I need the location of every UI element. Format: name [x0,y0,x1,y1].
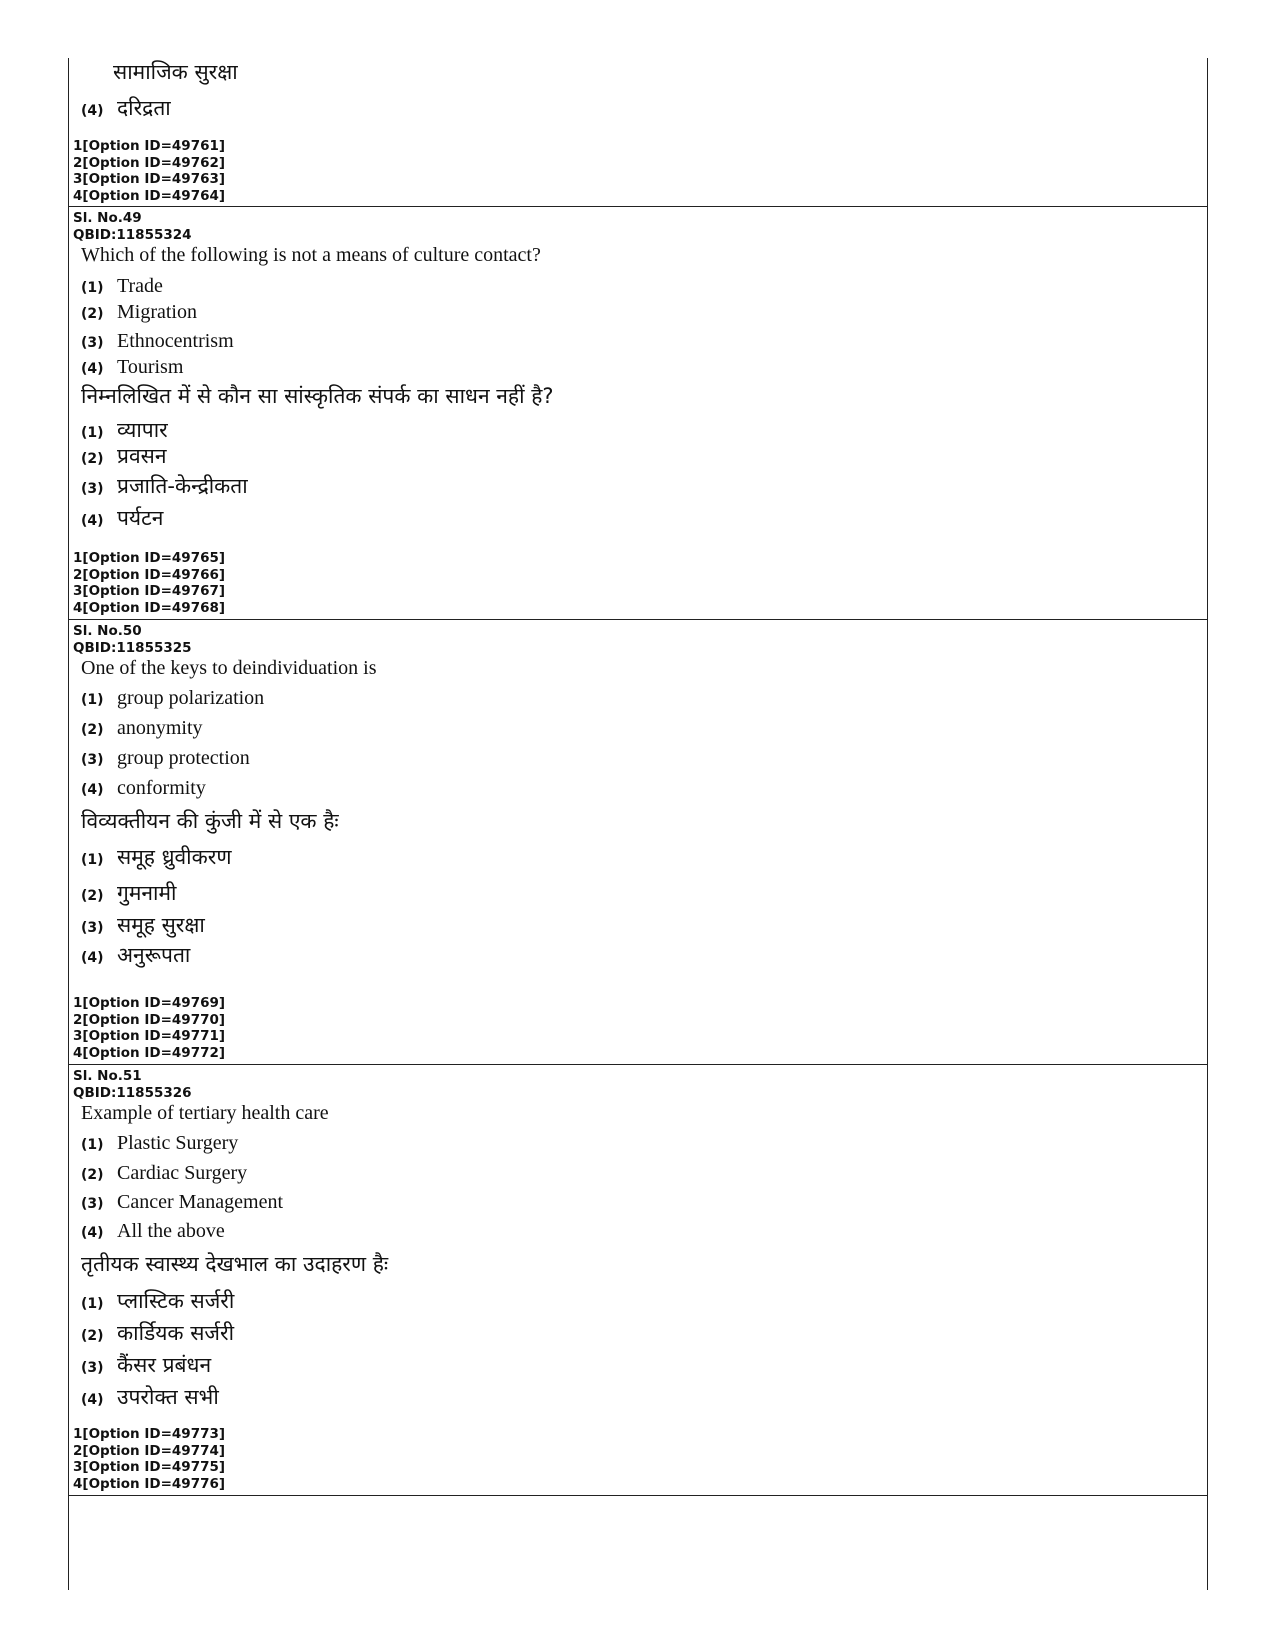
option-id: 2[Option ID=49774] [73,1442,226,1459]
option-text: अनुरूपता [117,943,191,967]
option-number: (3) [81,335,104,351]
option-1-hi [81,1287,234,1315]
option-number: (4) [81,361,104,377]
serial-number: Sl. No.51 [73,1068,142,1084]
option-id: 4[Option ID=49768] [73,599,226,616]
option-4-hi [81,94,171,122]
question-divider [69,206,1207,207]
option-number: (1) [81,692,104,708]
option-id: 1[Option ID=49761] [73,138,226,154]
question-text-en: Which of the following is not a means of culture contact? [81,244,541,266]
question-text-hi: तृतीयक स्वास्थ्य देखभाल का उदाहरण हैः [81,1252,389,1276]
option-text: Plastic Surgery [117,1132,239,1154]
option-text: पर्यटन [117,506,164,530]
option-number: (3) [81,752,104,768]
option-2-en [81,717,203,740]
option-4-hi [81,1383,219,1411]
option-number: (2) [81,722,104,738]
qbid: QBID:11855324 [73,226,192,243]
qbid: QBID:11855325 [73,639,192,656]
option-number: (3) [81,920,104,936]
question-49 [69,210,1207,616]
option-4-en [81,1220,225,1243]
option-number: (4) [81,950,104,966]
option-number: (1) [81,852,104,868]
option-3-hi [81,1351,211,1379]
option-id-list [73,138,225,204]
option-3-hi [81,911,205,939]
option-text: Cancer Management [117,1191,284,1213]
option-text: समूह सुरक्षा [117,913,205,937]
option-id: 4[Option ID=49772] [73,1044,226,1061]
option-id: 3[Option ID=49775] [73,1459,226,1475]
option-number: (4) [81,103,104,119]
option-2-en [81,301,197,324]
option-3-en [81,747,250,770]
option-text: कैंसर प्रबंधन [117,1353,212,1377]
option-text: Ethnocentrism [117,330,234,352]
option-text: प्रजाति-केन्द्रीकता [117,474,248,498]
qbid: QBID:11855326 [73,1084,192,1101]
option-4-hi [81,941,190,969]
option-id-list [73,1426,225,1492]
option-id: 2[Option ID=49766] [73,566,226,583]
option-number: (2) [81,306,104,322]
question-50 [69,623,1207,1061]
option-text: उपरोक्त सभी [117,1385,219,1409]
question-text-en: Example of tertiary health care [81,1102,329,1124]
option-number: (3) [81,1360,104,1376]
option-id-list [73,995,225,1061]
option-text: प्लास्टिक सर्जरी [117,1289,235,1313]
option-text: दरिद्रता [117,96,171,120]
option-4-en [81,356,183,379]
option-id: 3[Option ID=49767] [73,583,226,599]
option-text: व्यापार [117,418,168,442]
option-id-list [73,550,225,616]
option-number: (1) [81,1137,104,1153]
option-id: 3[Option ID=49763] [73,171,226,187]
option-id: 1[Option ID=49773] [73,1426,226,1442]
option-text: Trade [117,275,163,297]
option-number: (2) [81,451,104,467]
option-id: 2[Option ID=49762] [73,154,226,171]
question-divider [69,619,1207,620]
question-paper-frame [68,58,1208,1590]
option-text: समूह ध्रुवीकरण [117,845,232,869]
option-3-hi [81,472,248,500]
question-divider [69,1064,1207,1065]
option-1-en [81,275,163,298]
option-number: (1) [81,1296,104,1312]
question-text-hi: निम्नलिखित में से कौन सा सांस्कृतिक संपर्क का साधन नहीं है? [81,384,554,408]
option-id: 4[Option ID=49764] [73,187,226,204]
option-number: (2) [81,1328,104,1344]
option-number: (2) [81,1167,104,1183]
option-2-hi [81,879,176,907]
option-text: anonymity [117,717,203,739]
option-number: (4) [81,782,104,798]
question-text-en: One of the keys to deindividuation is [81,657,377,679]
option-number: (3) [81,1196,104,1212]
option-text: conformity [117,777,206,799]
option-2-en [81,1162,247,1185]
serial-number: Sl. No.49 [73,210,142,226]
option-number: (4) [81,1392,104,1408]
option-text: group polarization [117,687,265,709]
option-1-hi [81,843,232,871]
serial-number: Sl. No.50 [73,623,142,639]
continued-option-text: सामाजिक सुरक्षा [113,60,238,84]
option-1-en [81,1132,238,1155]
option-id: 2[Option ID=49770] [73,1011,226,1028]
question-divider [69,1495,1207,1496]
option-text: All the above [117,1220,225,1242]
option-number: (1) [81,280,104,296]
option-text: कार्डियक सर्जरी [117,1321,235,1345]
option-id: 4[Option ID=49776] [73,1475,226,1492]
option-text: Tourism [117,356,184,378]
option-number: (2) [81,888,104,904]
option-text: Cardiac Surgery [117,1162,248,1184]
option-1-hi [81,416,168,444]
option-2-hi [81,442,166,470]
option-2-hi [81,1319,234,1347]
option-4-hi [81,504,163,532]
option-1-en [81,687,264,710]
option-text: गुमनामी [117,881,177,905]
option-id: 1[Option ID=49769] [73,995,226,1011]
option-text: प्रवसन [117,444,167,468]
option-3-en [81,1191,283,1214]
option-3-en [81,330,234,353]
option-id: 1[Option ID=49765] [73,550,226,566]
option-text: Migration [117,301,197,323]
option-number: (3) [81,481,104,497]
option-number: (4) [81,513,104,529]
question-51 [69,1068,1207,1492]
option-text: group protection [117,747,250,769]
option-id: 3[Option ID=49771] [73,1028,226,1044]
question-text-hi: विव्यक्तीयन की कुंजी में से एक हैः [81,809,339,833]
option-number: (1) [81,425,104,441]
option-number: (4) [81,1225,104,1241]
option-4-en [81,777,206,800]
